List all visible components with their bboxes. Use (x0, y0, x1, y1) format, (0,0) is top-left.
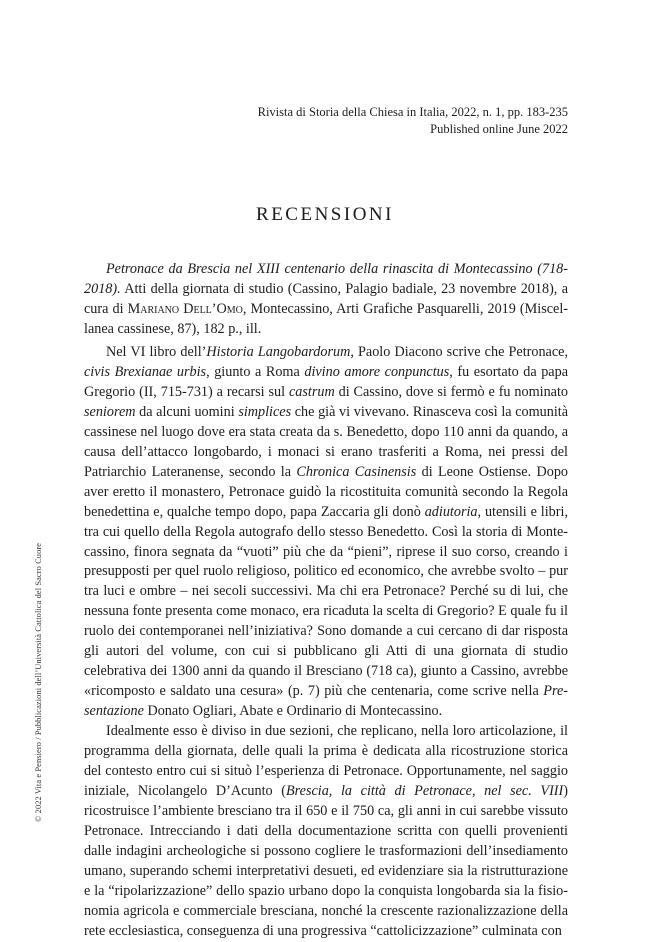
review-body (84, 343, 568, 942)
italic-span: Brescia, la città di Petronace, nel sec. VIII (286, 782, 564, 799)
book-title: Petronace da Brescia nel XIII centenario della rinascita di Montecassino (718-2018). (84, 261, 568, 297)
text-span: Nel VI libro dell’ (106, 344, 207, 360)
review-citation (84, 259, 568, 339)
italic-span: Chronica Casinensis (296, 463, 417, 480)
text-span: , giunto a Roma (206, 363, 305, 380)
section-title: RECENSIONI (256, 204, 394, 225)
text-span: ) ricostruisce l’ambiente bresciano tra il 650 e il 750 ca, gli anni in cui sarebbe vissuto Petronace. Intrecciando i dati della documentazione scritta con quelli provenienti dalle indagini archeologiche si possono cogliere le trasformazioni dell’insediamento umano, superando schemi interpretativi desueti, ed evidenziare sia la ristrutturazione e la “ripolarizzazione” dello spazio urbano dopo la conquista longobarda sia la fisionomia agricola e commerciale bresciana, nonché la crescente razionalizzazione della rete ecclesiastica, conseguenza di una progressiva “cattolicizzazione” culminata con (84, 782, 568, 939)
italic-span: adiutoria (424, 503, 478, 520)
text-span: Idealmente esso è diviso in due sezioni, che replicano, nella loro articolazione, il programma della giornata, delle quali la prima è dedicata alla ricostruzione storica del contesto entro cui si situò l’esperienza di Petronace. Opportunamente, nel saggio iniziale, Nicolangelo D’Acunto ( (84, 723, 568, 799)
text-span: , utensili e libri, tra cui quello della Regola autografo dello stesso Benedetto. Così la storia di Montecassino, finora segnata da “vuoti” più che da “pieni”, riprese il suo corso, creando i presupposti per quel ruolo religioso, politico ed economico, che avrebbe svolto – pur tra luci e ombre – nei secoli successivi. Ma chi era Petronace? Perché su di lui, che nessuna fonte presenta come monaco, era ricaduta la scelta di Gregorio? E quale fu il ruolo dei contemporanei nell’iniziativa? Sono domande a cui cercano di dar risposta gli autori del volume, con cui si pubblicano gli Atti di una giornata di studio celebrativa dei 1300 anni da quando il Bresciano (718 ca), giunto a Cassino, avrebbe «ricomposto e saldato una cesura» (p. 7) più che centenaria, come scrive nella (84, 503, 568, 700)
text-span: che già vi vivevano. Rinasceva così la comunità cassinese nel luogo dove era stata creata da s. Benedetto, dopo 110 anni da quando, a causa dell’attacco longobardo, i monaci si erano trasferiti a Roma, nei pressi del Patriarchio Lateranense, secondo la (84, 403, 569, 480)
text-span: Donato Ogliari, Abate e Ordinario di Montecassino. (143, 703, 443, 720)
paragraph-2 (84, 722, 568, 941)
book-publisher: , Montecassino, Arti Grafiche Pasquarelli, 2019 (Miscellanea cassinese, 87), 182 p., ill. (84, 301, 569, 337)
italic-span: civis Brexianae urbis (84, 363, 207, 380)
copyright-note: © 2022 Vita e Pensiero / Pubblicazioni dell’Università Cattolica del Sacro Cuore (34, 542, 43, 822)
text-span: di Leone Ostiense. Dopo aver eretto il monastero, Petronace guidò la ricostituita comunità secondo la Regola benedettina e, qualche tempo dopo, papa Zaccaria gli donò (84, 463, 569, 520)
publication-date: Published online June 2022 (430, 122, 568, 136)
book-editor: Mariano Dell’Omo (127, 301, 243, 317)
text-span: da alcuni uomini (135, 403, 239, 420)
book-details: Atti della giornata di studio (Cassino, Palagio badiale, 23 novembre 2018), a cura di (84, 281, 568, 317)
italic-span: divino amore conpunctus (304, 363, 450, 380)
italic-span: Historia Langobardorum (206, 344, 351, 360)
italic-span: castrum (288, 383, 335, 400)
italic-span: seniorem (84, 403, 136, 420)
italic-span: Presentazione (84, 683, 568, 720)
text-span: , Paolo Diacono scrive che Petronace, (350, 344, 568, 360)
italic-span: simplices (238, 403, 292, 420)
journal-citation: Rivista di Storia della Chiesa in Italia, 2022, n. 1, pp. 183-235 (257, 105, 568, 119)
text-span: , fu esortato da papa Gregorio (II, 715-731) a recarsi sul (84, 363, 568, 400)
text-span: di Cassino, dove si fermò e fu nominato (334, 383, 569, 400)
paragraph-1 (84, 343, 568, 722)
journal-header (258, 104, 568, 138)
